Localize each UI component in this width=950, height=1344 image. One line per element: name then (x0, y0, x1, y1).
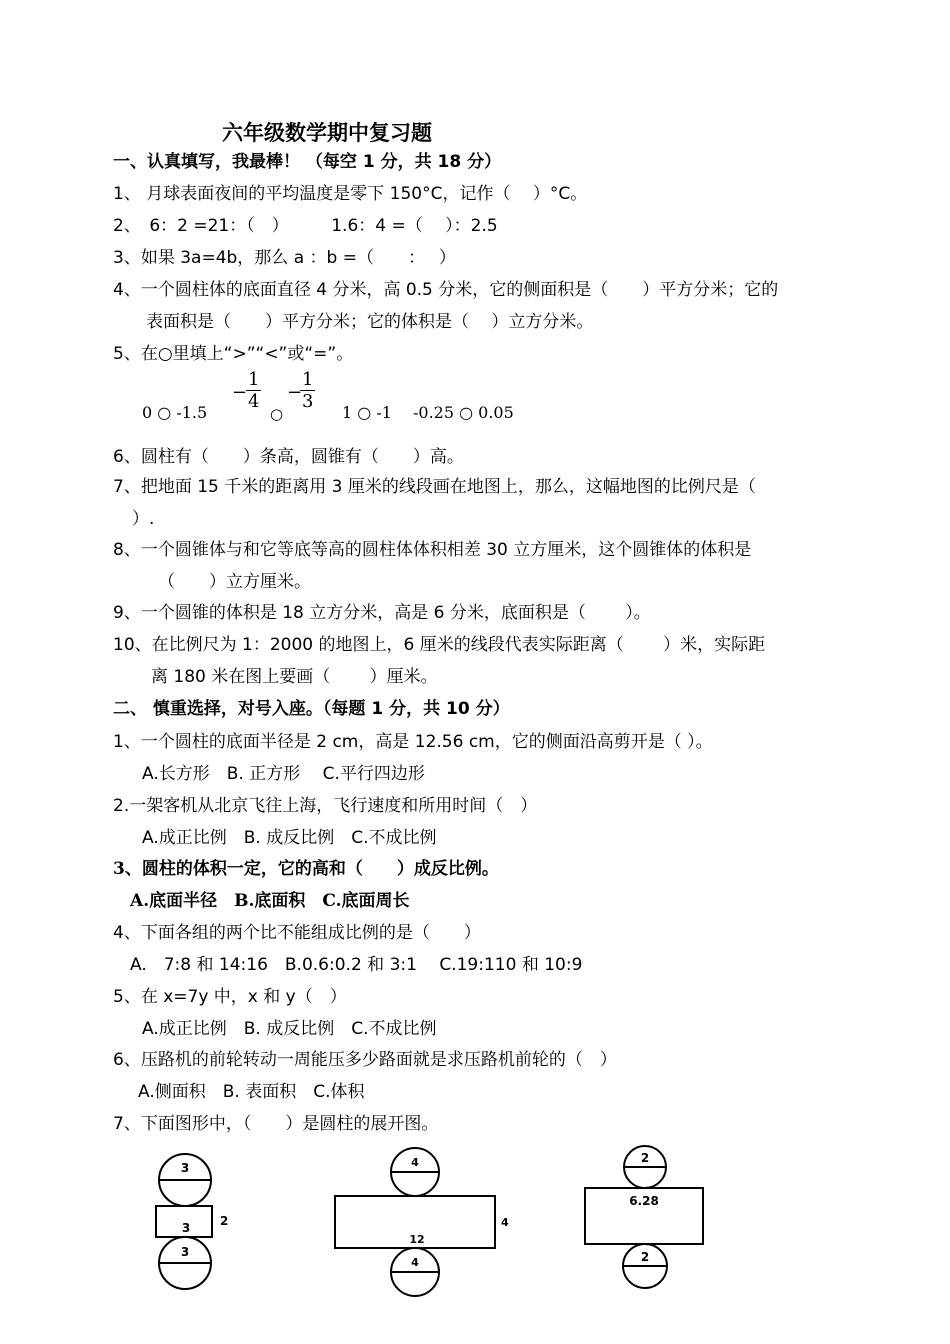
s2-question-1-options: A.长方形 B. 正方形 C.平行四边形 (142, 764, 425, 784)
s2-question-5-options: A.成正比例 B. 成反比例 C.不成比例 (142, 1019, 437, 1039)
s2-question-1: 1、一个圆柱的底面半径是 2 cm，高是 12.56 cm，它的侧面沿高剪开是（ ）。 (113, 732, 713, 752)
s1-question-8-line2: （ ）立方厘米。 (158, 572, 311, 592)
s1-question-5: 5、在○里填上“>”“<”或“=”。 (113, 344, 354, 364)
fig3-bottom-label: 2 (640, 1250, 650, 1264)
fig2-top-label: 4 (411, 1156, 419, 1169)
figure-3 (585, 1146, 703, 1288)
fig1-top-label: 3 (180, 1161, 190, 1175)
compare-item-c: 1 ○ -1 (342, 403, 392, 422)
s1-question-9: 9、一个圆锥的体积是 18 立方分米，高是 6 分米，底面积是（ ）。 (113, 603, 651, 623)
s2-question-6: 6、压路机的前轮转动一周能压多少路面就是求压路机前轮的（ ） (113, 1050, 617, 1070)
s2-question-4: 4、下面各组的两个比不能组成比例的是（ ） (113, 923, 481, 943)
s1-question-4-line2: 表面积是（ ）平方分米；它的体积是（ ）立方分米。 (146, 312, 594, 332)
s1-question-10-line2: 离 180 米在图上要画（ ）厘米。 (151, 667, 438, 687)
s2-question-4-options: A. 7:8 和 14:16 B.0.6:0.2 和 3:1 C.19:110 和 10:9 (130, 955, 583, 975)
s1-question-3: 3、如果 3a=4b，那么 a ：b =（ ： ） (113, 248, 456, 268)
compare-circle: ○ (270, 405, 284, 423)
s2-question-2-options: A.成正比例 B. 成反比例 C.不成比例 (142, 828, 437, 848)
fig1-bottom-label: 3 (180, 1245, 190, 1259)
s1-question-2: 2、 6：2 =21：（ ） 1.6：4 =（ ）：2.5 (113, 216, 498, 236)
fig2-side-label: 4 (501, 1216, 509, 1229)
fraction-numerator: 1 (248, 369, 260, 390)
s1-question-8-line1: 8、一个圆锥体与和它等底等高的圆柱体体积相差 30 立方厘米，这个圆锥体的体积是 (113, 540, 752, 560)
minus-sign-1: − (232, 382, 248, 403)
compare-item-a: 0 ○ -1.5 (142, 403, 208, 422)
fig3-top-label: 2 (640, 1151, 650, 1165)
figure-2 (335, 1148, 495, 1296)
fig1-side-label: 2 (220, 1214, 229, 1228)
fig2-rect-label: 12 (409, 1233, 425, 1246)
s1-question-7-line2: ）. (132, 509, 155, 529)
s2-question-3-options: A.底面半径 B.底面积 C.底面周长 (130, 891, 410, 911)
fraction-denominator: 4 (248, 391, 260, 412)
s1-question-7-line1: 7、把地面 15 千米的距离用 3 厘米的线段画在地图上，那么，这幅地图的比例尺是（ (113, 477, 756, 497)
section1-heading: 一、认真填写，我最棒！ （每空 1 分，共 18 分） (113, 152, 502, 172)
s2-question-7: 7、下面图形中，（ ）是圆柱的展开图。 (113, 1114, 439, 1134)
s2-question-6-options: A.侧面积 B. 表面积 C.体积 (138, 1082, 365, 1102)
fig1-rect-label: 3 (181, 1221, 191, 1235)
section2-heading: 二、 慎重选择，对号入座。（每题 1 分，共 10 分） (113, 699, 510, 719)
compare-item-d: -0.25 ○ 0.05 (413, 403, 514, 422)
s1-question-4-line1: 4、一个圆柱体的底面直径 4 分米，高 0.5 分米，它的侧面积是（ ）平方分米；它的 (113, 280, 779, 300)
page-title: 六年级数学期中复习题 (222, 121, 432, 145)
s1-question-1: 1、 月球表面夜间的平均温度是零下 150°C，记作（ ）°C。 (113, 184, 588, 204)
fraction-denominator: 3 (302, 391, 314, 412)
fig2-bottom-label: 4 (411, 1256, 419, 1269)
s2-question-3: 3、圆柱的体积一定，它的高和（ ）成反比例。 (113, 859, 499, 879)
fig3-rect-label: 6.28 (629, 1194, 659, 1208)
s2-question-2: 2.一架客机从北京飞往上海，飞行速度和所用时间（ ） (113, 796, 538, 816)
fraction-numerator: 1 (302, 369, 314, 390)
s1-question-6: 6、圆柱有（ ）条高，圆锥有（ ）高。 (113, 447, 464, 467)
s1-question-10-line1: 10、在比例尺为 1：2000 的地图上，6 厘米的线段代表实际距离（ ）米，实际距 (113, 635, 766, 655)
s2-question-5: 5、在 x=7y 中，x 和 y（ ） (113, 987, 347, 1007)
minus-sign-2: − (287, 382, 303, 403)
